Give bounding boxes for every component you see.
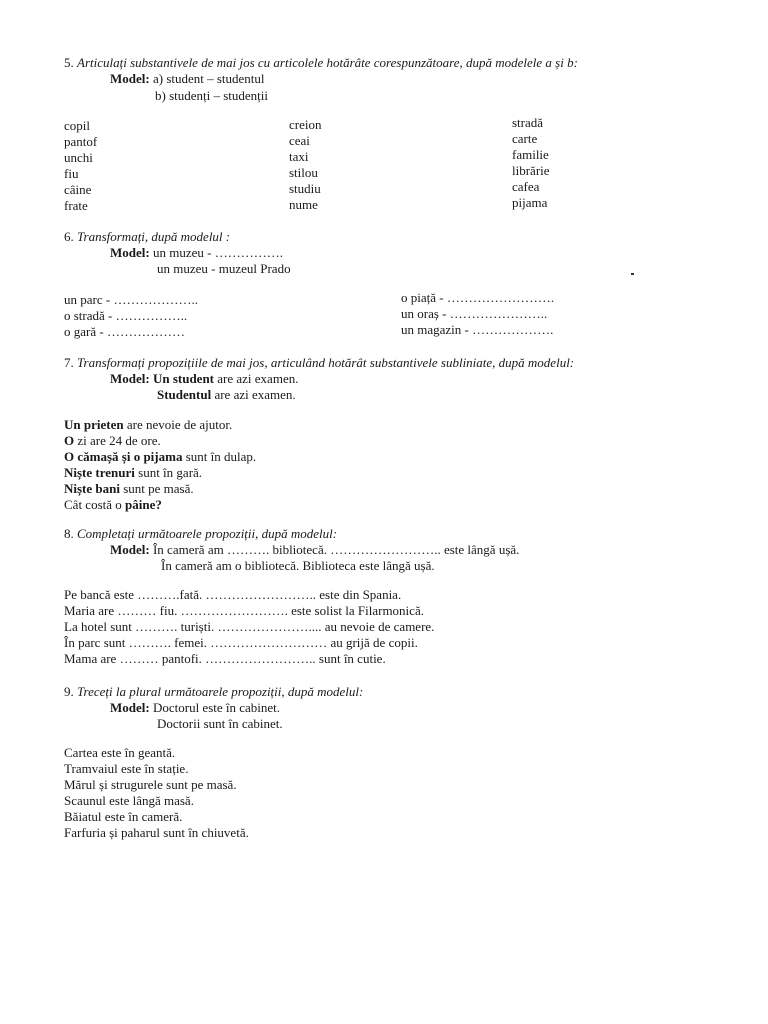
ex8-model-line-1 xyxy=(110,542,519,557)
emphasized-noun: Studentul xyxy=(157,387,212,402)
word-item: fiu xyxy=(64,166,79,181)
exercise-line: o piață - ……………………. xyxy=(401,290,555,305)
model-label: Model: xyxy=(110,542,150,557)
exercise-line xyxy=(64,433,256,449)
word-item: creion xyxy=(289,117,322,132)
ex7-model-line-1 xyxy=(110,371,298,386)
emphasized-noun: Niște trenuri xyxy=(64,465,135,480)
word-item: carte xyxy=(512,131,538,146)
model-example: un muzeu - ……………. xyxy=(152,245,283,260)
exercise-line xyxy=(64,465,256,481)
sentence-rest: zi are 24 de ore. xyxy=(74,433,161,448)
sentence-rest: are azi examen. xyxy=(211,387,296,402)
ex5-instruction: Articulați substantivele de mai jos cu articolele hotărâte corespunzătoare, după modelele a și b: xyxy=(77,55,578,70)
word-item: pantof xyxy=(64,134,98,149)
model-label: Model: xyxy=(110,700,150,715)
ex6-model-line-2: un muzeu - muzeul Prado xyxy=(157,261,291,276)
ex7-heading xyxy=(64,355,574,370)
word-item: taxi xyxy=(289,149,309,164)
ex9-heading xyxy=(64,684,363,699)
ex9-model-line-2: Doctorii sunt în cabinet. xyxy=(157,716,283,731)
ex5-model-a xyxy=(110,71,265,86)
ex9-sentences xyxy=(64,745,249,841)
model-label: Model: xyxy=(110,371,150,386)
model-label: Model: xyxy=(110,245,150,260)
ex6-instruction: Transformați, după modelul : xyxy=(77,229,231,244)
exercise-line: Tramvaiul este în stație. xyxy=(64,761,189,776)
exercise-line: Mărul și strugurele sunt pe masă. xyxy=(64,777,237,792)
ex7-number: 7. xyxy=(64,355,74,370)
exercise-line: Scaunul este lângă masă. xyxy=(64,793,194,808)
exercise-line: Farfuria și paharul sunt în chiuvetă. xyxy=(64,825,249,840)
word-item: pijama xyxy=(512,195,548,210)
model-example: În cameră am ………. bibliotecă. …………………….. este lângă ușă. xyxy=(152,542,520,557)
emphasized-noun: O cămașă și o pijama xyxy=(64,449,183,464)
word-item: familie xyxy=(512,147,549,162)
exercise-line: Maria are ……… fiu. ……………………. este solist la Filarmonică. xyxy=(64,603,424,618)
exercise-line: La hotel sunt ………. turiști. ………………….... au nevoie de camere. xyxy=(64,619,435,634)
sentence-rest: are nevoie de ajutor. xyxy=(123,417,233,432)
exercise-line: Pe bancă este ……….fată. …………………….. este din Spania. xyxy=(64,587,402,602)
sentence-rest: are azi examen. xyxy=(214,371,299,386)
exercise-line: În parc sunt ………. femei. ……………………… au grijă de copii. xyxy=(64,635,418,650)
exercise-line xyxy=(64,417,256,433)
exercise-line: un parc - ……………….. xyxy=(64,292,198,307)
exercise-line: Băiatul este în cameră. xyxy=(64,809,183,824)
ex8-heading xyxy=(64,526,337,541)
exercise-line: o stradă - …………….. xyxy=(64,308,188,323)
ex5-column-1 xyxy=(64,118,97,214)
ex5-column-3 xyxy=(512,115,550,211)
word-item: unchi xyxy=(64,150,93,165)
ex6-right-column xyxy=(401,290,554,338)
ex9-model-line-1 xyxy=(110,700,280,715)
exercise-line: un oraș - ………………….. xyxy=(401,306,548,321)
ex6-number: 6. xyxy=(64,229,74,244)
word-item: cafea xyxy=(512,179,540,194)
emphasized-noun: Niște bani xyxy=(64,481,120,496)
word-item: stilou xyxy=(289,165,318,180)
ex8-sentences xyxy=(64,587,434,667)
ex9-number: 9. xyxy=(64,684,74,699)
ex5-heading xyxy=(64,55,578,70)
word-item: ceai xyxy=(289,133,310,148)
exercise-line xyxy=(64,449,256,465)
emphasized-noun: pâine? xyxy=(125,497,162,512)
word-item: studiu xyxy=(289,181,321,196)
word-item: frate xyxy=(64,198,88,213)
ex6-model-line-1 xyxy=(110,245,283,260)
exercise-line: Cartea este în geantă. xyxy=(64,745,176,760)
word-item: stradă xyxy=(512,115,544,130)
model-example: Doctorul este în cabinet. xyxy=(152,700,281,715)
exercise-line xyxy=(64,497,256,513)
exercise-line: un magazin - ………………. xyxy=(401,322,554,337)
ex7-sentences xyxy=(64,417,256,513)
exercise-line xyxy=(64,481,256,497)
model-label: Model: xyxy=(110,71,150,86)
word-item: librărie xyxy=(512,163,550,178)
ex7-instruction: Transformați propozițiile de mai jos, articulând hotărât substantivele subliniate, după modelul: xyxy=(77,355,575,370)
sentence-rest: sunt în dulap. xyxy=(182,449,257,464)
sentence-rest: sunt pe masă. xyxy=(119,481,194,496)
ex5-number: 5. xyxy=(64,55,74,70)
scan-speck xyxy=(631,273,634,275)
sentence-start: Cât costă o xyxy=(64,497,126,512)
word-item: nume xyxy=(289,197,318,212)
emphasized-noun: Un student xyxy=(152,371,215,386)
sentence-rest: sunt în gară. xyxy=(134,465,203,480)
ex5-column-2 xyxy=(289,117,321,213)
ex9-instruction: Treceți la plural următoarele propoziții, după modelul: xyxy=(77,684,364,699)
word-item: copil xyxy=(64,118,90,133)
ex6-left-column xyxy=(64,292,198,340)
ex8-model-line-2: În cameră am o bibliotecă. Biblioteca este lângă ușă. xyxy=(161,558,435,573)
emphasized-noun: O xyxy=(64,433,75,448)
ex8-number: 8. xyxy=(64,526,74,541)
ex7-model-line-2 xyxy=(157,387,296,402)
ex8-instruction: Completați următoarele propoziții, după modelul: xyxy=(77,526,338,541)
model-example: a) student – studentul xyxy=(152,71,265,86)
emphasized-noun: Un prieten xyxy=(64,417,124,432)
exercise-line: Mama are ……… pantofi. …………………….. sunt în cutie. xyxy=(64,651,386,666)
word-item: câine xyxy=(64,182,92,197)
ex5-model-b: b) studenți – studenții xyxy=(155,88,269,103)
ex6-heading xyxy=(64,229,230,244)
exercise-line: o gară - ……………… xyxy=(64,324,185,339)
